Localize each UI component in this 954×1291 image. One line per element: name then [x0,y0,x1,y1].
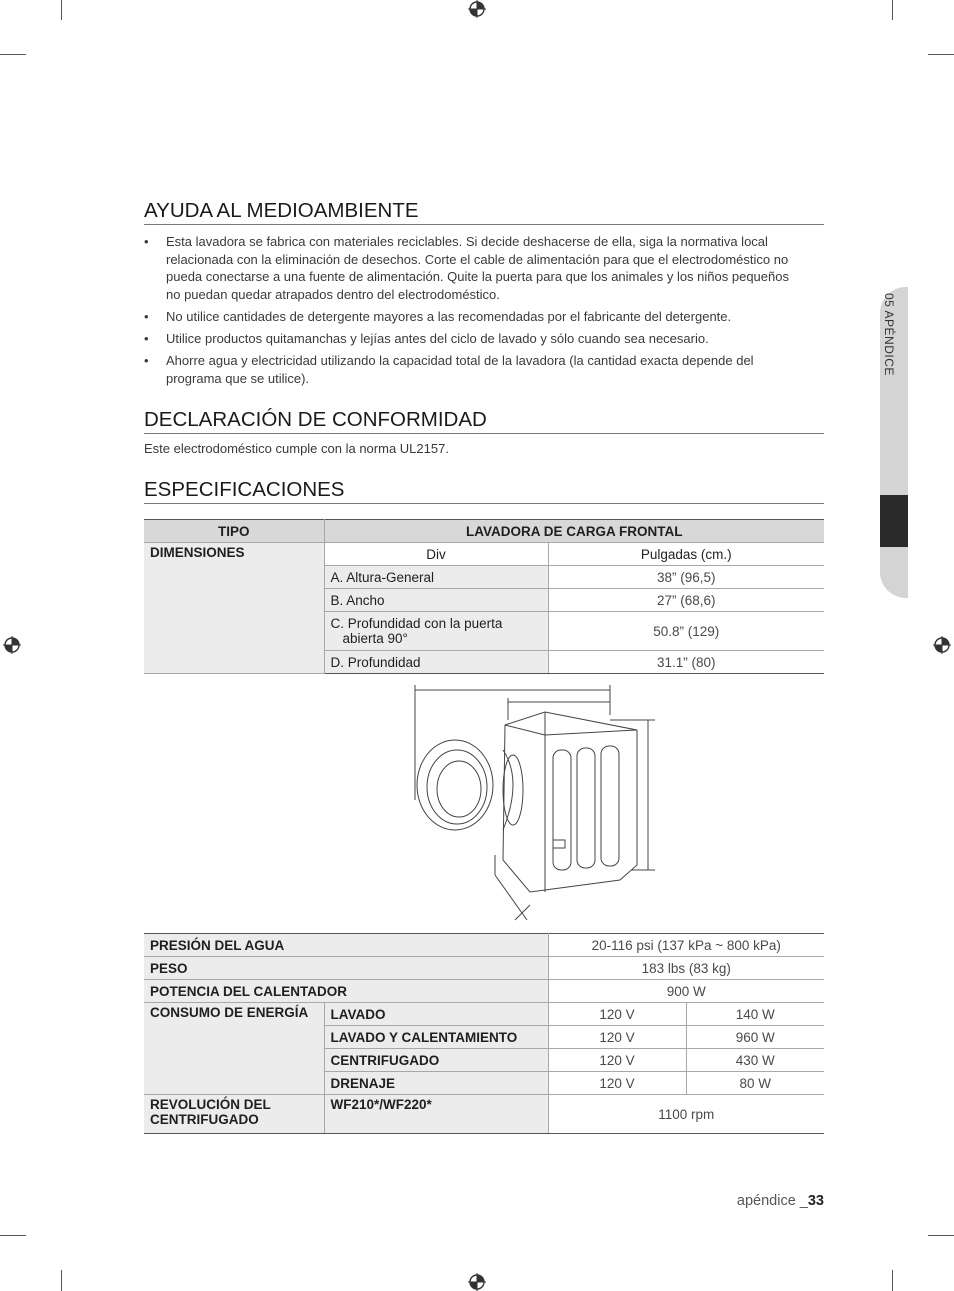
table-cell: 183 lbs (83 kg) [548,957,824,980]
crop-mark [0,54,26,55]
table-cell: DRENAJE [324,1072,548,1095]
table-row-label: POTENCIA DEL CALENTADOR [144,980,548,1003]
table-cell: CENTRIFUGADO [324,1049,548,1072]
specifications-table [144,933,824,1134]
table-cell: D. Profundidad [324,651,548,674]
table-cell: 38” (96,5) [548,566,824,589]
page-footer [737,1193,824,1209]
table-cell: 20-116 psi (137 kPa ~ 800 kPa) [548,934,824,957]
conformity-text: Este electrodoméstico cumple con la norma UL2157. [144,441,449,456]
environment-bullet-list [144,233,804,392]
table-cell: 80 W [686,1072,824,1095]
crop-mark [928,1235,954,1236]
section-title-environment: AYUDA AL MEDIOAMBIENTE [144,199,824,225]
registration-mark-icon [3,636,21,654]
washer-dimensions-figure [405,680,665,930]
table-cell: B. Ancho [324,589,548,612]
registration-mark-icon [468,0,486,18]
table-header-cell: TIPO [144,520,324,543]
crop-mark [892,1270,893,1291]
table-cell: 140 W [686,1003,824,1026]
table-row-label: PESO [144,957,548,980]
registration-mark-icon [933,636,951,654]
table-cell: C. Profundidad con la puerta abierta 90° [324,612,548,651]
dimensions-table [144,519,824,674]
table-cell: 120 V [548,1072,686,1095]
table-cell: A. Altura-General [324,566,548,589]
list-item: • Ahorre agua y electricidad utilizando la capacidad total de la lavadora (la cantidad exacta depende del programa que se utilice). [144,352,804,387]
table-cell: 1100 rpm [548,1095,824,1134]
table-row [144,520,824,543]
table-header-cell: LAVADORA DE CARGA FRONTAL [324,520,824,543]
table-row-label: PRESIÓN DEL AGUA [144,934,548,957]
table-cell: LAVADO [324,1003,548,1026]
chapter-tab-marker [880,495,908,547]
list-item: • No utilice cantidades de detergente mayores a las recomendadas por el fabricante del detergente. [144,308,804,326]
table-cell: WF210*/WF220* [324,1095,548,1134]
crop-mark [61,1270,62,1291]
table-row [144,1003,824,1026]
table-row-label: CONSUMO DE ENERGÍA [144,1003,324,1095]
table-cell: Div [324,543,548,566]
section-title-specs: ESPECIFICACIONES [144,478,824,504]
table-cell: 960 W [686,1026,824,1049]
table-row [144,934,824,957]
table-cell: LAVADO Y CALENTAMIENTO [324,1026,548,1049]
table-row-label: DIMENSIONES [144,543,324,674]
registration-mark-icon [468,1273,486,1291]
table-cell: Pulgadas (cm.) [548,543,824,566]
crop-mark [928,54,954,55]
table-row [144,957,824,980]
section-title-conformity: DECLARACIÓN DE CONFORMIDAD [144,408,824,434]
table-row [144,543,824,566]
table-cell: 430 W [686,1049,824,1072]
page-number: 33 [807,1193,824,1209]
table-cell: 27” (68,6) [548,589,824,612]
footer-label: apéndice _ [736,1193,808,1209]
table-cell: 900 W [548,980,824,1003]
crop-mark [61,0,62,20]
list-item: • Utilice productos quitamanchas y lejías antes del ciclo de lavado y sólo cuando sea necesario. [144,330,804,348]
crop-mark [892,0,893,20]
table-row-label: REVOLUCIÓN DEL CENTRIFUGADO [144,1095,324,1134]
table-row [144,1095,824,1134]
table-cell: 50.8” (129) [548,612,824,651]
chapter-tab-label: 05 APÉNDICE [882,293,896,376]
crop-mark [0,1235,26,1236]
table-cell: 31.1” (80) [548,651,824,674]
table-row [144,980,824,1003]
list-item: • Esta lavadora se fabrica con materiales reciclables. Si decide deshacerse de ella, siga la normativa local relacionada con la eliminación de desechos. Corte el cable de alimentación para que el electrodoméstico no pueda conectarse a una fuente de alimentación. Quite la puerta para que los animales y los niños pequeños no puedan quedar atrapados dentro del electrodoméstico. [144,233,804,303]
table-cell: 120 V [548,1003,686,1026]
table-cell: 120 V [548,1026,686,1049]
table-cell: 120 V [548,1049,686,1072]
